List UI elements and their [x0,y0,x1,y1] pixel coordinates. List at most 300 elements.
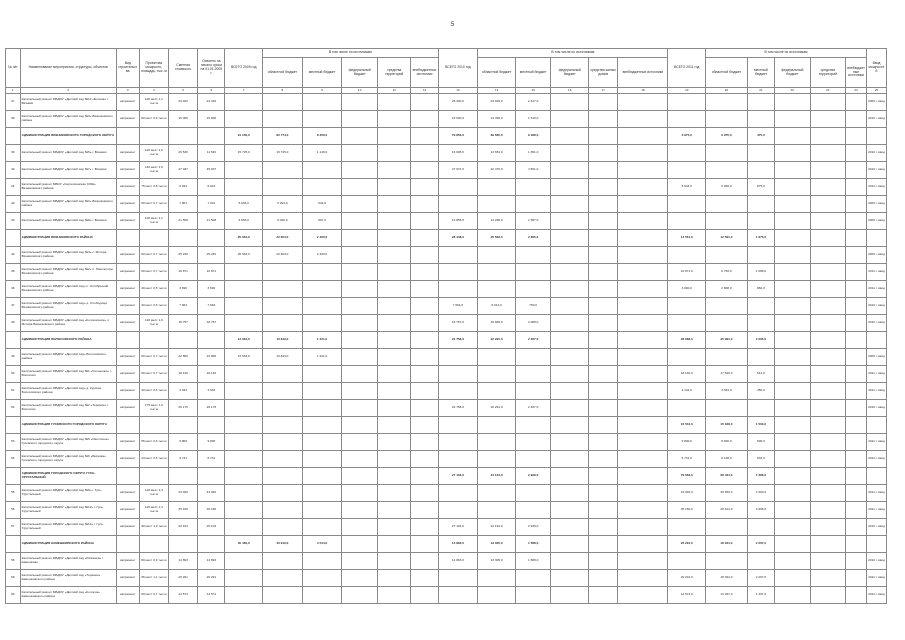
cell-r10: 69 665,0 [478,128,516,145]
cell-empty [411,366,438,383]
cell-empty [589,451,618,468]
cell-year: 2011 г. ввод [866,281,886,298]
cell-name: Капитальный ремонт МБДОУ «Детский сад» Волосовского района [20,349,116,366]
cell-empty [377,434,410,451]
cell-t9 [225,264,263,281]
cell-empty [810,145,846,162]
cell-r11: 3 654,0 [706,383,748,400]
cell-empty [551,366,589,383]
cell-empty [846,400,867,417]
cell-empty [411,400,438,417]
cell-l11 [747,553,774,570]
cell-r10 [478,383,516,400]
cell-cap: 140 мест 1,6 тыс.м [139,145,168,162]
cell-t11: 14 574,0 [668,587,706,604]
cell-empty [377,485,410,502]
cell-empty [846,587,867,604]
table-row [6,94,887,111]
cell-empty [411,332,438,349]
cell-empty [618,213,668,230]
cell-r10: 13 490,0 [478,111,516,128]
cell-done: 20 291 [198,570,225,587]
column-number: 11 [377,88,410,94]
cell-year: 2011 г. ввод [866,179,886,196]
cell-empty [342,264,378,281]
cell-cap: 40 мест 0,5 тыс.м [139,298,168,315]
cell-empty [810,536,846,553]
cell-r9 [263,502,303,519]
cell-empty [775,485,811,502]
cell-empty [551,179,589,196]
header-src: средства территорий [377,58,410,88]
cell-empty [775,434,811,451]
cell-empty [377,553,410,570]
cell-empty [846,434,867,451]
cell-cap: 140 мест 1,6 тыс.м [139,162,168,179]
cell-empty [846,247,867,264]
table-row [6,162,887,179]
cell-empty [589,315,618,332]
cell-no: 48 [6,315,21,332]
cell-kind [116,128,139,145]
cell-year: 2011 г. ввод [866,587,886,604]
cell-t9: 91 130,0 [225,128,263,145]
cell-cost: 7 001 [169,196,198,213]
cell-done: 25 240 [198,247,225,264]
cell-cost: 43 040 [169,485,198,502]
cell-empty [775,570,811,587]
cell-l10 [515,247,551,264]
cell-empty [810,366,846,383]
cell-kind: капремонт [116,400,139,417]
cell-empty [810,247,846,264]
cell-no: 58 [6,553,21,570]
table-row [6,349,887,366]
cell-l9: 8 356,0 [302,128,342,145]
cell-cap: 60 мест 0,7 тыс.м [139,366,168,383]
section-row [6,332,887,349]
cell-cost: 20 291 [169,570,198,587]
cell-l11: 2 267,0 [747,536,774,553]
cell-empty [551,281,589,298]
cell-done [198,128,225,145]
cell-r10: 13 305,0 [478,553,516,570]
cell-cap [139,332,168,349]
cell-l10 [515,451,551,468]
cell-kind: капремонт [116,502,139,519]
cell-cap: 40 мест 0,5 тыс.м [139,383,168,400]
cell-l11: 7 386,0 [747,468,774,485]
cell-l9 [302,298,342,315]
cell-l11: 3 996,0 [747,502,774,519]
cell-cap [139,230,168,247]
cell-empty [342,570,378,587]
cell-empty [377,315,410,332]
cell-year: 2011 г. ввод [866,264,886,281]
cell-empty [377,111,410,128]
cell-cap: 90 мест 1,0 тыс.м [139,519,168,536]
cell-year: 2010 г. ввод [866,519,886,536]
cell-l10: 2 088,0 [515,315,551,332]
cell-r10: 24 164,0 [478,468,516,485]
cell-no: 37 [6,94,21,111]
cell-t9 [225,485,263,502]
cell-l10: 1 351,0 [515,145,551,162]
cell-no [6,468,21,485]
cell-r10 [478,451,516,468]
cell-empty [551,519,589,536]
cell-year: 2010 г. ввод [866,145,886,162]
cell-cap: 60 мест 0,7 тыс.м [139,587,168,604]
cell-empty [411,298,438,315]
cell-cap [139,417,168,434]
cell-r11 [706,519,748,536]
cell-no: 38 [6,111,21,128]
cell-empty [377,587,410,604]
cell-l11: 514,0 [747,366,774,383]
cell-empty [342,468,378,485]
cell-empty [810,94,846,111]
cell-kind: капремонт [116,519,139,536]
cell-empty [411,587,438,604]
cell-empty [589,230,618,247]
cell-empty [810,315,846,332]
table-row [6,519,887,536]
cell-no: 45 [6,264,21,281]
cell-r11: 2 808,0 [706,281,748,298]
cell-r11: 28 814,0 [706,502,748,519]
cell-t10: 7 664,0 [438,298,478,315]
cell-empty [810,587,846,604]
cell-cap: 60 мест 0,7 тыс.м [139,247,168,264]
cell-t10: 26 400,0 [438,94,478,111]
cell-kind: капремонт [116,587,139,604]
cell-empty [342,383,378,400]
cell-no: 43 [6,213,21,230]
cell-t10: 47 037,0 [438,162,478,179]
cell-empty [411,502,438,519]
cell-cost: 18 140 [169,366,198,383]
cell-t10: 24 758,0 [438,332,478,349]
cell-l11 [747,196,774,213]
cell-r11: 6 975,0 [706,128,748,145]
cell-r10 [478,264,516,281]
column-number: 20 [706,88,748,94]
cell-empty [589,417,618,434]
table-row [6,587,887,604]
cell-t9: 15 725,0 [225,145,263,162]
cell-empty [775,162,811,179]
cell-r9 [263,417,303,434]
cell-l10 [515,179,551,196]
cell-empty [411,451,438,468]
cell-empty [618,247,668,264]
cell-r11: 9 783,0 [706,264,748,281]
cell-l10 [515,502,551,519]
cell-no: 60 [6,587,21,604]
cell-empty [411,281,438,298]
cell-empty [846,145,867,162]
cell-r11 [706,162,748,179]
cell-empty [377,94,410,111]
cell-kind: капремонт [116,553,139,570]
cell-empty [377,196,410,213]
cell-year: 2011 г. ввод [866,570,886,587]
cell-empty [618,281,668,298]
cell-empty [589,332,618,349]
cell-r10 [478,349,516,366]
table-row [6,400,887,417]
cell-t10: 14 855,0 [438,213,478,230]
cell-cap: 95 мест 1,1 тыс.м [139,570,168,587]
cell-name: АДМИНИСТРАЦИЯ ГУСЕВСКОГО ГОРОДСКОГО ОКРУГА [20,417,116,434]
cell-l11: 1 088,0 [747,264,774,281]
cell-t11: 6 944,0 [668,179,706,196]
cell-l10: 2 939,0 [515,519,551,536]
cell-name: Капитальный ремонт МБДОУ «Детский сад №5» г. Вязники [20,145,116,162]
cell-empty [618,587,668,604]
cell-empty [377,298,410,315]
cell-kind [116,230,139,247]
cell-cost: 47 037 [169,162,198,179]
cell-empty [551,434,589,451]
cell-empty [589,111,618,128]
cell-t11 [668,553,706,570]
cell-empty [342,145,378,162]
cell-r9: 40 916,0 [263,536,303,553]
cell-r10 [478,434,516,451]
cell-l11 [747,298,774,315]
cell-done [198,536,225,553]
cell-t11 [668,349,706,366]
table-row [6,570,887,587]
cell-empty [342,332,378,349]
cell-r11 [706,553,748,570]
cell-empty [411,264,438,281]
cell-empty [775,111,811,128]
cell-empty [846,417,867,434]
cell-empty [342,502,378,519]
cell-empty [810,468,846,485]
cell-done [198,230,225,247]
cell-empty [342,366,378,383]
cell-l9 [302,281,342,298]
cell-empty [775,536,811,553]
cell-r10 [478,281,516,298]
cell-empty [810,162,846,179]
cell-kind [116,417,139,434]
cell-empty [618,417,668,434]
cell-t9 [225,315,263,332]
cell-cap [139,536,168,553]
header-group-2009: В том числе по источникам [263,49,439,58]
cell-name: Капитальный ремонт МБДОУ «Детский сад «Ромашка» г. Камешково [20,553,116,570]
cell-empty [551,502,589,519]
cell-l9 [302,434,342,451]
cell-done: 15 000 [198,111,225,128]
cell-empty [775,587,811,604]
cell-empty [846,281,867,298]
cell-empty [775,417,811,434]
cell-l10: 750,0 [515,298,551,315]
cell-kind: капремонт [116,145,139,162]
cell-year [866,468,886,485]
cell-kind: капремонт [116,451,139,468]
cell-cost: 3 934 [169,383,198,400]
cell-empty [377,502,410,519]
cell-empty [618,553,668,570]
cell-kind [116,536,139,553]
cell-no: 50 [6,366,21,383]
cell-r10: 13 268,0 [478,213,516,230]
cell-empty [589,536,618,553]
cell-empty [551,196,589,213]
cell-cap: 175 мест 1,9 тыс.м [139,400,168,417]
cell-done: 45 037 [198,162,225,179]
cell-empty [551,230,589,247]
cell-empty [810,179,846,196]
cell-empty [775,366,811,383]
cell-r9: 6 046,0 [263,213,303,230]
cell-t11: 35 160,0 [668,502,706,519]
cell-cap: 140 мест 1,6 тыс.м [139,315,168,332]
cell-t10 [438,349,478,366]
cell-kind [116,332,139,349]
cell-l10 [515,417,551,434]
cell-done [198,332,225,349]
cell-empty [846,264,867,281]
cell-r11: 18 024,0 [706,570,748,587]
cell-r11: 25 991,0 [706,332,748,349]
cell-empty [551,332,589,349]
cell-r10 [478,587,516,604]
cell-l10: 2 939,0 [515,468,551,485]
column-number: 23 [810,88,846,94]
cell-done: 3 690 [198,281,225,298]
cell-empty [618,485,668,502]
cell-t10: 14 893,0 [438,536,478,553]
cell-r10: 22 291,0 [478,400,516,417]
cell-empty [551,128,589,145]
cell-empty [846,230,867,247]
cell-empty [810,519,846,536]
header-src: федеральный бюджет [551,58,589,88]
cell-empty [810,570,846,587]
cell-l10 [515,366,551,383]
header-capacity: Проектная мощность, площадь, тыс. м [139,49,168,88]
cell-cost: 9 800 [169,434,198,451]
cell-t11: 9 800,0 [668,434,706,451]
cell-cost: 6 944 [169,179,198,196]
cell-cost: 35 160 [169,502,198,519]
table-row [6,247,887,264]
cell-empty [810,485,846,502]
cell-name: Капитальный ремонт МБДОУ «Детский сад №12» г. Гусь-Хрустальный [20,502,116,519]
cell-empty [589,298,618,315]
cell-t9: 6 653,0 [225,213,263,230]
cell-l11: 2 695,0 [747,332,774,349]
table-row [6,179,887,196]
table-body [6,94,887,604]
cell-r10: 24 164,0 [478,519,516,536]
cell-empty [589,587,618,604]
cell-empty [775,349,811,366]
cell-empty [377,145,410,162]
cell-empty [377,519,410,536]
cell-empty [618,536,668,553]
header-name: Наименование мероприятия, структуры, объектов [20,49,116,88]
cell-empty [411,196,438,213]
cell-l11 [747,400,774,417]
cell-t10 [438,196,478,213]
cell-done: 18 757 [198,315,225,332]
cell-t11: 14 561,0 [668,230,706,247]
cell-l11: 1 970,0 [747,230,774,247]
cell-year: 2011 г. ввод [866,434,886,451]
cell-t11 [668,247,706,264]
cell-r9 [263,111,303,128]
cell-l9: 1 149,0 [302,145,342,162]
cell-r9 [263,298,303,315]
cell-empty [810,281,846,298]
cell-empty [846,451,867,468]
cell-done: 22 800 [198,349,225,366]
cell-empty [846,162,867,179]
cell-kind: капремонт [116,94,139,111]
cell-r10: 6 914,0 [478,298,516,315]
cell-r11 [706,94,748,111]
cell-empty [810,502,846,519]
header-src: федеральный бюджет [342,58,378,88]
cell-t10 [438,281,478,298]
cell-t10: 79 853,0 [438,128,478,145]
cell-t9 [225,94,263,111]
cell-t9 [225,111,263,128]
cell-r9: 15 725,0 [263,145,303,162]
cell-empty [377,179,410,196]
cell-empty [846,179,867,196]
cell-t11 [668,196,706,213]
cell-empty [342,162,378,179]
cell-empty [775,196,811,213]
cell-empty [377,468,410,485]
cell-empty [775,179,811,196]
cell-t10: 27 103,0 [438,519,478,536]
cell-r11: 8 900,0 [706,434,748,451]
cell-t11 [668,519,706,536]
cell-name: Капитальный ремонт МБДОУ «Детский сад №3» Вязниковского района [20,111,116,128]
cell-cap [139,468,168,485]
cell-l9 [302,315,342,332]
cell-year [866,417,886,434]
cell-empty [589,145,618,162]
cell-empty [589,281,618,298]
cell-r10: 42 476,0 [478,162,516,179]
cell-t11 [668,315,706,332]
cell-year: 2010 г. ввод [866,553,886,570]
cell-l9: 4 544,0 [302,536,342,553]
cell-cap: 60 мест 0,7 тыс.м [139,349,168,366]
cell-empty [551,145,589,162]
cell-empty [411,145,438,162]
cell-r10 [478,502,516,519]
cell-empty [377,332,410,349]
cell-r11 [706,247,748,264]
cell-r11 [706,315,748,332]
cell-r9 [263,264,303,281]
header-src: областной бюджет [263,58,303,88]
cell-t10: 15 005,0 [438,145,478,162]
